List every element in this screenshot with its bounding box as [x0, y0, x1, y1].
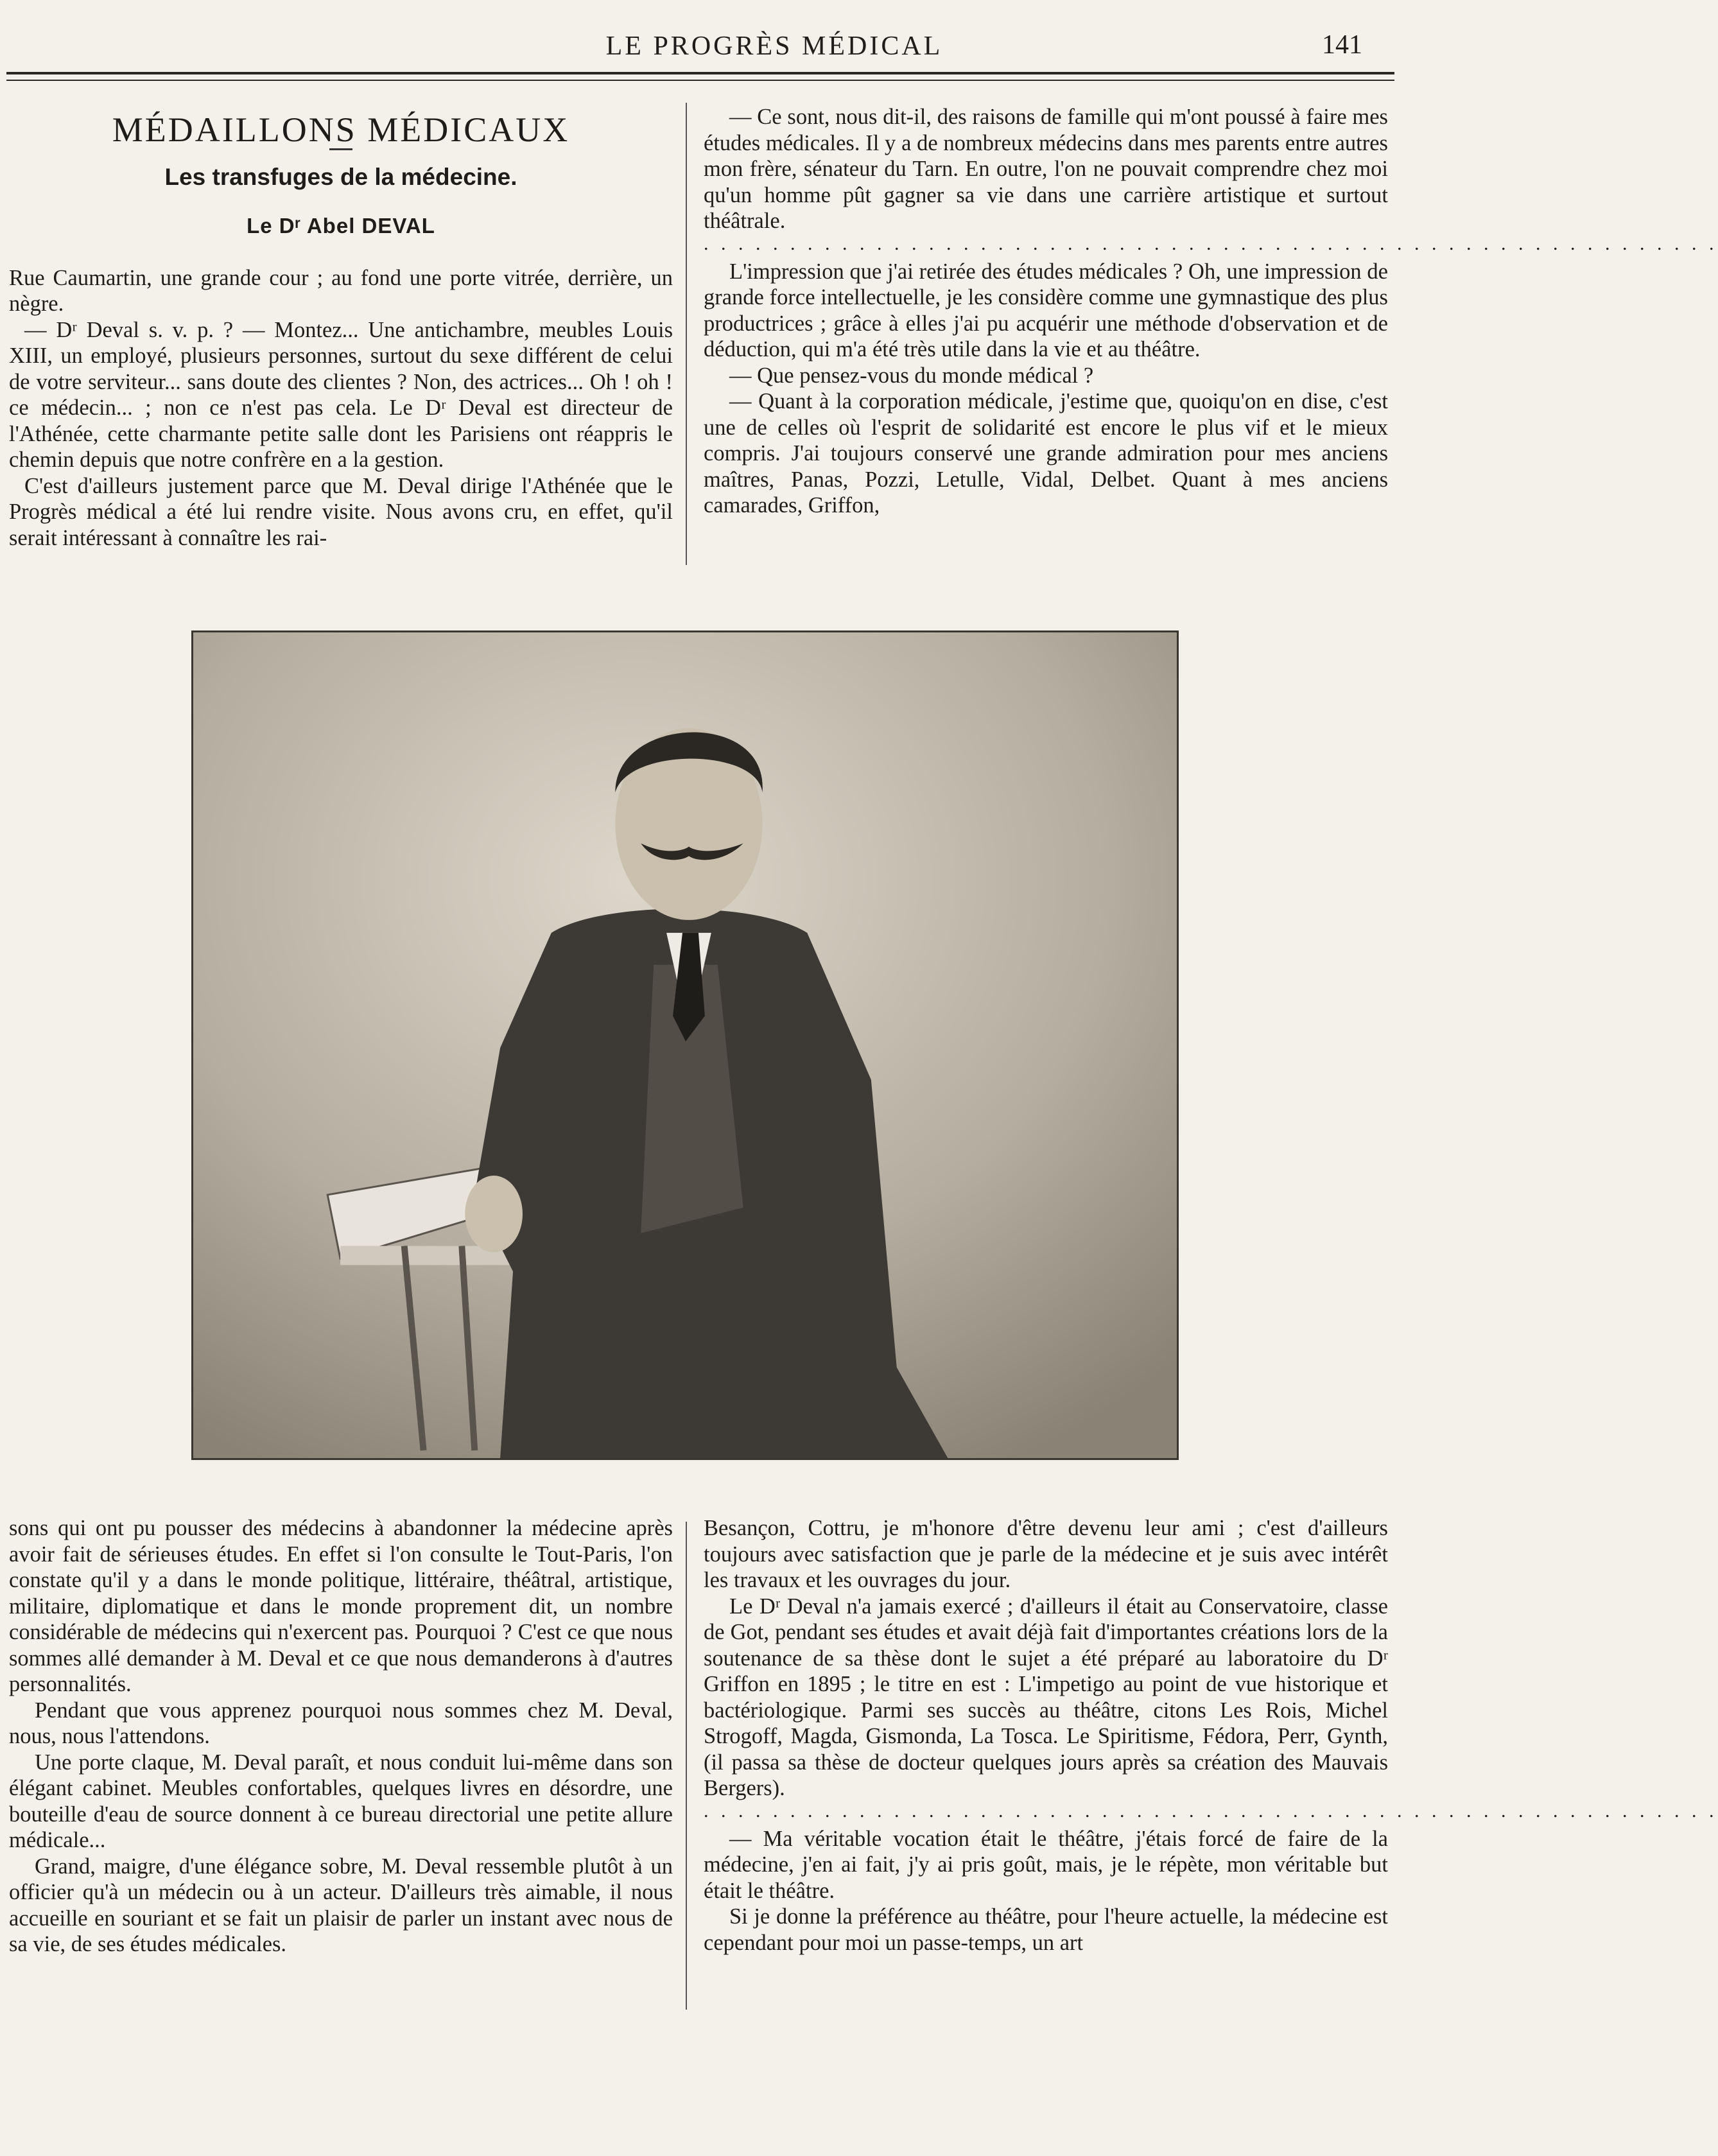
page-number: 141	[1322, 30, 1362, 60]
paragraph: Besançon, Cottru, je m'honore d'être devenu leur ami ; c'est d'ailleurs toujours avec satisfaction que je parle de la médecine et je suis avec intérêt les travaux et les ouvrages du jour.	[704, 1516, 1388, 1592]
portrait-photograph	[191, 630, 1179, 1460]
right-column-top	[704, 104, 1718, 519]
column-divider	[686, 1522, 687, 2010]
right-column-bottom	[704, 1515, 1718, 1956]
left-column-top	[9, 108, 673, 551]
paragraph: Pendant que vous apprenez pourquoi nous sommes chez M. Deval, nous, nous l'attendons.	[9, 1698, 673, 1748]
section-title: MÉDAILLONS MÉDICAUX	[112, 110, 570, 149]
page-header	[0, 0, 1549, 96]
paragraph: Si je donne la préférence au théâtre, pour l'heure actuelle, la médecine est cependant pour moi un passe-temps, un art	[704, 1904, 1388, 1955]
article-subtitle: Les transfuges de la médecine.	[164, 163, 517, 190]
dotted-separator: . . . . . . . . . . . . . . . . . . . . . . . . . . . . . . . . . . . . . . . . . . . . . . . . . . . . . . . . . . .	[704, 232, 1718, 254]
paragraph: — Dʳ Deval s. v. p. ? — Montez... Une antichambre, meubles Louis XIII, un employé, plusieurs personnes, surtout du sexe différent de celui de votre serviteur... sans doute des clientes ? Non, des actrices... Oh ! oh ! ce médecin... ; non ce n'est pas cela. Le Dʳ Deval est directeur de l'Athénée, cette charmante petite salle dont les Parisiens ont réappris le chemin depuis que notre confrère en a la gestion.	[9, 317, 673, 472]
header-rule	[6, 72, 1394, 74]
paragraph: — Ma véritable vocation était le théâtre, j'étais forcé de faire de la médecine, j'en ai fait, j'y ai pris goût, mais, je le répète, mon véritable but était le théâtre.	[704, 1826, 1388, 1903]
paragraph: — Quant à la corporation médicale, j'estime que, quoiqu'on en dise, c'est une de celles où l'esprit de solidarité est encore le plus vif et le mieux compris. J'ai toujours conservé une grande admiration pour mes anciens maîtres, Panas, Pozzi, Letulle, Vidal, Delbet. Quant à mes anciens camarades, Griffon,	[704, 389, 1388, 517]
dotted-separator: . . . . . . . . . . . . . . . . . . . . . . . . . . . . . . . . . . . . . . . . . . . . . . . . . . . . . . . . . . .	[704, 1800, 1718, 1821]
left-column-bottom	[9, 1515, 673, 1958]
running-title: LE PROGRÈS MÉDICAL	[605, 31, 943, 61]
portrait-illustration	[193, 632, 1177, 1458]
paragraph: Une porte claque, M. Deval paraît, et nous conduit lui-même dans son élégant cabinet. Meubles confortables, quelques livres en désordre, une bouteille d'eau de source donnent à ce bureau directorial une petite allure médicale...	[9, 1750, 673, 1852]
paragraph: C'est d'ailleurs justement parce que M. Deval dirige l'Athénée que le Progrès médical a été lui rendre visite. Nous avons cru, en effet, qu'il serait intéressant à connaître les rai-	[9, 473, 673, 550]
paragraph: Le Dʳ Deval n'a jamais exercé ; d'ailleurs il était au Conservatoire, classe de Got, pendant ses études et avait déjà fait d'importantes créations lors de la soutenance de sa thèse dont le sujet a été préparé au laboratoire du Dʳ Griffon en 1895 ; le titre en est : L'impetigo au point de vue historique et bactériologique. Parmi ses succès au théâtre, citons Les Rois, Michel Strogoff, Magda, Gismonda, La Tosca. Le Spiritisme, Fédora, Perr, Gynth, (il passa sa thèse de docteur quelques jours après sa création des Mauvais Bergers).	[704, 1594, 1388, 1800]
column-divider	[686, 103, 687, 565]
paragraph: — Que pensez-vous du monde médical ?	[729, 363, 1094, 388]
header-rule-thin	[6, 80, 1394, 81]
paragraph: — Ce sont, nous dit-il, des raisons de famille qui m'ont poussé à faire mes études médicales. Il y a de nombreux médecins dans mes parents entre autres mon frère, sénateur du Tarn. En outre, l'on ne pouvait comprendre chez moi qu'un homme pût gagner sa vie dans une carrière artistique et surtout théâtrale.	[704, 105, 1388, 233]
paragraph: sons qui ont pu pousser des médecins à abandonner la médecine après avoir fait de sérieuses études. En effet si l'on consulte le Tout-Paris, l'on constate qu'il y a dans le monde politique, littéraire, théâtral, artistique, militaire, diplomatique et dans le monde proprement dit, un nombre considérable de médecins qui n'exercent pas. Pourquoi ? C'est ce que nous sommes allé demander à M. Deval et ce que nous demanderons à d'autres personnalités.	[9, 1516, 673, 1696]
paragraph: L'impression que j'ai retirée des études médicales ? Oh, une impression de grande force intellectuelle, je les considère comme une gymnastique des plus productrices ; grâce à elles j'ai pu acquérir une méthode d'observation et de déduction, qui m'a été très utile dans la vie et au théâtre.	[704, 259, 1388, 361]
paragraph: Rue Caumartin, une grande cour ; au fond une porte vitrée, derrière, un nègre.	[9, 265, 673, 316]
article-byline: Le Dʳ Abel DEVAL	[247, 214, 435, 238]
paragraph: Grand, maigre, d'une élégance sobre, M. Deval ressemble plutôt à un officier qu'à un médecin ou à un acteur. D'ailleurs très aimable, il nous accueille en souriant et se fait un plaisir de parler un instant avec nous de sa vie, de ses études médicales.	[9, 1854, 673, 1956]
